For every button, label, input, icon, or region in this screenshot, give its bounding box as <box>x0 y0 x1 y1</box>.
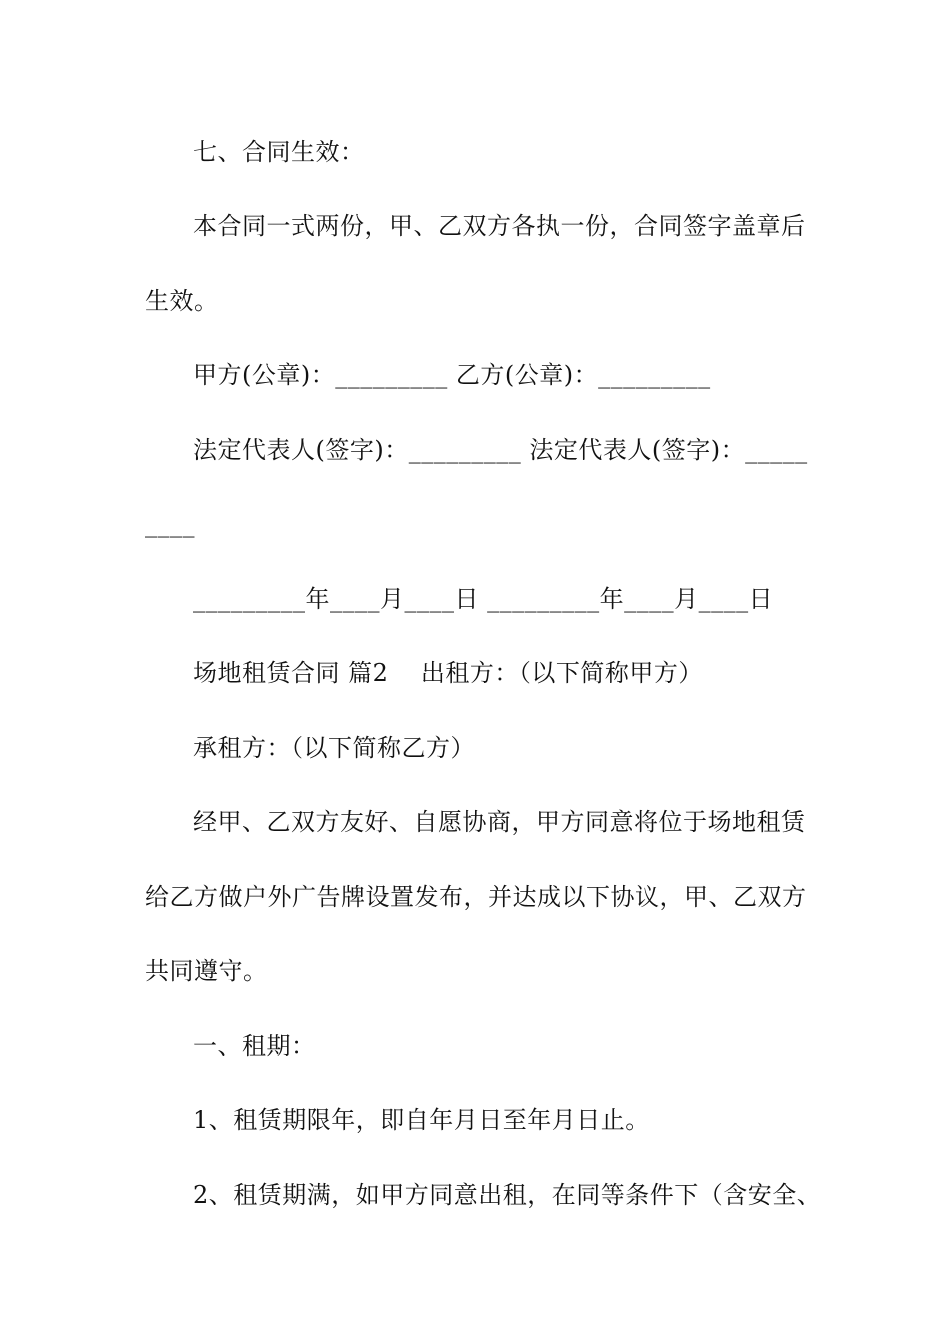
signature-continuation-line: ____ <box>145 510 195 538</box>
clause-line: 2、租赁期满，如甲方同意出租，在同等条件下（含安全、 <box>193 1181 822 1209</box>
lessee-line: 承租方：（以下简称乙方） <box>193 734 475 762</box>
section-heading-contract-effect: 七、合同生效： <box>193 138 365 166</box>
clause-line: 1、租赁期限年，即自年月日至年月日止。 <box>193 1106 650 1134</box>
date-line: _________年____月____日 _________年____月____日 <box>193 585 774 613</box>
section-heading-lease-term: 一、租期： <box>193 1032 316 1060</box>
contract-title-lessor-line: 场地租赁合同 篇2 出租方：（以下简称甲方） <box>193 659 703 687</box>
signature-seal-line: 甲方(公章)：_________ 乙方(公章)：_________ <box>193 361 711 389</box>
paragraph-line: 生效。 <box>145 287 219 315</box>
paragraph-line: 给乙方做户外广告牌设置发布，并达成以下协议，甲、乙双方 <box>145 883 807 911</box>
paragraph-line: 共同遵守。 <box>145 957 268 985</box>
signature-representative-line: 法定代表人(签字)：_________ 法定代表人(签字)：_____ <box>193 436 808 464</box>
paragraph-line: 经甲、乙双方友好、自愿协商，甲方同意将位于场地租赁 <box>193 808 806 836</box>
paragraph-line: 本合同一式两份，甲、乙双方各执一份，合同签字盖章后 <box>193 212 806 240</box>
